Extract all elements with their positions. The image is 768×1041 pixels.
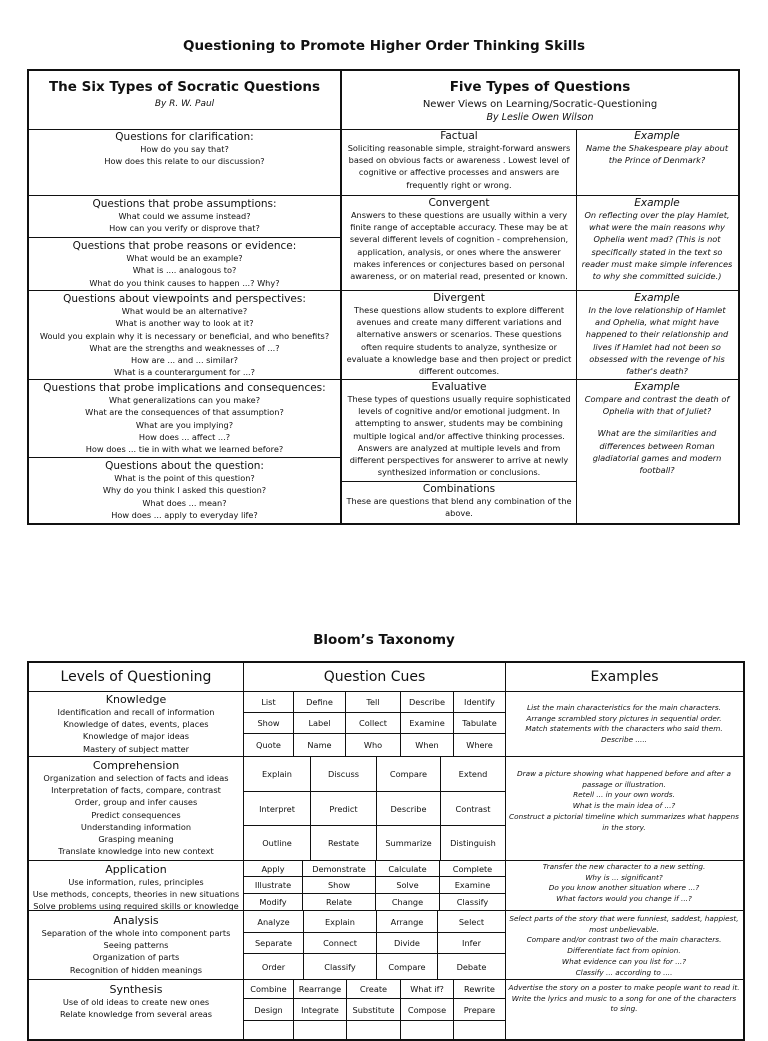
header-question-cues: Question Cues bbox=[323, 669, 426, 685]
question-type-description: These types of questions usually require sophisticated levels of cognitive and/or emotional judgment. In attempting to answer, students may be combining multiple logical and/or affective thinking processes. Answers are analyzed at multiple levels and from different perspectives for answerer to arrive at newly synthesized information or conclusions. bbox=[347, 394, 571, 478]
level-description: Recognition of hidden meanings bbox=[69, 964, 203, 975]
level-description: Interpretation of facts, compare, contrast bbox=[51, 785, 221, 796]
level-application bbox=[29, 862, 243, 910]
question-type-factual bbox=[342, 129, 576, 195]
socratic-question: What are you implying? bbox=[135, 419, 234, 430]
cue-cell: Examine bbox=[454, 880, 491, 890]
level-description: Predict consequences bbox=[91, 809, 181, 820]
example-label: Example bbox=[634, 292, 680, 304]
level-analysis bbox=[29, 913, 243, 979]
page-title: Questioning to Promote Higher Order Thinking Skills bbox=[182, 38, 586, 54]
socratic-group-title: Questions that probe reasons or evidence: bbox=[72, 240, 297, 252]
examples-analysis bbox=[507, 914, 741, 978]
cue-cell: Collect bbox=[358, 718, 388, 728]
level-description: Order, group and infer causes bbox=[74, 797, 198, 808]
level-synthesis bbox=[29, 982, 243, 1039]
level-description: Use information, rules, principles bbox=[68, 877, 204, 887]
example-line: Transfer the new character to a new setting. bbox=[542, 862, 706, 871]
cue-cell: Restate bbox=[327, 838, 360, 848]
example-line: Select parts of the story that were funniest, saddest, happiest, most unbelievable. bbox=[509, 914, 739, 934]
socratic-question: What are the strengths and weaknesses of ...? bbox=[89, 342, 280, 353]
example-line: Why is ... significant? bbox=[585, 872, 663, 882]
socratic-question: What could we assume instead? bbox=[118, 211, 251, 221]
cue-cell: Design bbox=[254, 1004, 283, 1015]
example-line: Retell ... in your own words. bbox=[573, 790, 675, 800]
example-text: Name the Shakespeare play about the Prince of Denmark? bbox=[585, 143, 729, 166]
cue-cell: Substitute bbox=[352, 1004, 395, 1015]
level-description: Seeing patterns bbox=[103, 940, 169, 951]
socratic-group-implications bbox=[29, 380, 340, 457]
cue-cell: Order bbox=[261, 961, 286, 972]
cue-cell: Illustrate bbox=[254, 880, 292, 890]
cue-cell: Connect bbox=[323, 938, 357, 948]
level-description: Organization and selection of facts and ideas bbox=[43, 773, 229, 783]
socratic-group-title: Questions for clarification: bbox=[115, 131, 254, 143]
socratic-group-title: Questions that probe assumptions: bbox=[92, 198, 277, 210]
level-description: Use of old ideas to create new ones bbox=[62, 997, 210, 1007]
cue-cell: Define bbox=[306, 697, 333, 707]
cue-cell: Rewrite bbox=[464, 984, 495, 994]
cue-cell: Examine bbox=[409, 718, 445, 728]
socratic-question: What do you think causes to happen ...? Why? bbox=[89, 277, 280, 288]
cue-cell: Infer bbox=[462, 938, 481, 948]
cue-cell: Relate bbox=[326, 897, 352, 907]
question-type-description: Soliciting reasonable simple, straight-forward answers based on obvious facts or awareness . Lowest level of cognitive or affective processes and answers are frequently right or wrong. bbox=[347, 143, 571, 190]
cue-cell: Show bbox=[327, 880, 351, 890]
cue-cell: Divide bbox=[394, 938, 420, 948]
header-levels: Levels of Questioning bbox=[60, 669, 212, 685]
cue-cell: Prepare bbox=[463, 1004, 496, 1015]
socratic-question: Would you explain why it is necessary or beneficial, and who benefits? bbox=[39, 330, 330, 341]
example-label: Example bbox=[634, 197, 680, 209]
cue-cell: Rearrange bbox=[298, 984, 342, 994]
question-type-divergent bbox=[342, 291, 576, 379]
example-text: On reflecting over the play Hamlet, what were the main reasons why Ophelia went mad? (This is not specifically stated in the text so reader must make simple inferences to why she committed suicide.) bbox=[581, 210, 733, 282]
cue-cell: Combine bbox=[250, 984, 287, 994]
cue-cell: Separate bbox=[254, 938, 293, 948]
cue-cell: Summarize bbox=[385, 838, 432, 848]
level-title: Analysis bbox=[113, 914, 159, 927]
cue-cell: Identify bbox=[464, 697, 495, 707]
cue-cell: Interpret bbox=[259, 803, 295, 814]
cue-cell: Debate bbox=[456, 961, 487, 972]
socratic-question: What would be an example? bbox=[126, 253, 243, 263]
example-divergent bbox=[578, 291, 736, 379]
example-line: Compare and/or contrast two of the main characters. bbox=[526, 935, 722, 945]
cue-cell: Change bbox=[391, 897, 424, 907]
question-type-evaluative bbox=[342, 380, 576, 481]
examples-knowledge bbox=[507, 703, 741, 746]
cue-cell: Apply bbox=[261, 863, 285, 874]
bloom-taxonomy-table bbox=[27, 661, 745, 1041]
cue-cell: Extend bbox=[458, 769, 488, 779]
five-types-header-title: Five Types of Questions bbox=[449, 79, 631, 95]
level-description: Knowledge of major ideas bbox=[82, 731, 190, 742]
socratic-group-clarification bbox=[29, 129, 340, 195]
example-convergent bbox=[578, 196, 736, 290]
cue-cell: Compose bbox=[407, 1004, 447, 1015]
cue-cell: Explain bbox=[325, 916, 355, 927]
cue-cell: Describe bbox=[390, 803, 427, 814]
example-text: In the love relationship of Hamlet and Ophelia, what might have happened to their relationship and lives if Hamlet had not been so obsessed with the revenge of his father's death? bbox=[585, 305, 729, 377]
level-title: Comprehension bbox=[92, 759, 180, 772]
examples-synthesis bbox=[507, 983, 741, 1015]
question-type-title: Convergent bbox=[428, 197, 490, 209]
examples-application bbox=[507, 862, 741, 905]
socratic-group-reasons bbox=[29, 238, 340, 290]
socratic-question: What are the consequences of that assumption? bbox=[85, 407, 284, 418]
cue-cell: Tell bbox=[366, 697, 380, 707]
level-description: Organization of parts bbox=[92, 952, 180, 963]
level-knowledge bbox=[29, 692, 243, 756]
cue-cell: Compare bbox=[388, 961, 426, 972]
level-title: Application bbox=[105, 863, 167, 876]
question-type-title: Divergent bbox=[433, 292, 485, 304]
question-type-title: Evaluative bbox=[431, 381, 487, 393]
socratic-question: How are ... and ... similar? bbox=[131, 355, 238, 366]
cue-cell: Label bbox=[308, 718, 331, 728]
example-line: List the main characteristics for the main characters. bbox=[527, 703, 721, 712]
socratic-question: How does this relate to our discussion? bbox=[104, 156, 265, 167]
cue-cell: Distinguish bbox=[450, 838, 496, 848]
level-description: Knowledge of dates, events, places bbox=[63, 719, 209, 730]
cue-cell: Compare bbox=[389, 769, 428, 779]
five-types-header bbox=[342, 71, 738, 129]
example-line: Do you know another situation where ...? bbox=[548, 883, 700, 893]
socratic-question: How does ... affect ...? bbox=[138, 431, 231, 442]
socratic-header-author: By R. W. Paul bbox=[154, 99, 215, 109]
cue-cell: Integrate bbox=[301, 1004, 339, 1015]
cue-cell: Contrast bbox=[455, 803, 491, 814]
socratic-question: What is the point of this question? bbox=[114, 473, 255, 483]
cue-cell: Modify bbox=[259, 897, 287, 907]
example-line: Arrange scrambled story pictures in sequential order. bbox=[526, 713, 722, 723]
cue-cell: Solve bbox=[396, 880, 419, 890]
question-type-convergent bbox=[342, 196, 576, 290]
socratic-question: How can you verify or disprove that? bbox=[109, 223, 260, 234]
socratic-question: What is .... analogous to? bbox=[132, 265, 237, 276]
example-line: Draw a picture showing what happened before and after a passage or illustration. bbox=[517, 769, 731, 789]
cue-cell: Show bbox=[257, 718, 280, 728]
example-label: Example bbox=[634, 381, 680, 393]
header-examples: Examples bbox=[590, 669, 659, 685]
cue-cell: Analyze bbox=[257, 916, 290, 927]
socratic-header bbox=[29, 71, 340, 129]
five-types-header-author: By Leslie Owen Wilson bbox=[486, 112, 594, 123]
level-description: Identification and recall of information bbox=[57, 707, 215, 717]
question-type-description: Answers to these questions are usually within a very finite range of acceptable accuracy. These may be at several different levels of cognition - comprehension, application, analysis, or ones where the answerer makes inferences or conjectures based on personal awareness, or on material read, presented or known. bbox=[349, 210, 569, 282]
cue-cell: Arrange bbox=[390, 916, 424, 927]
level-description: Use methods, concepts, theories in new situations bbox=[32, 889, 240, 900]
cue-cell: Predict bbox=[329, 803, 358, 814]
socratic-group-title: Questions that probe implications and consequences: bbox=[43, 382, 326, 394]
level-description: Separation of the whole into component parts bbox=[41, 928, 231, 938]
socratic-question: How does ... tie in with what we learned before? bbox=[85, 444, 284, 455]
socratic-questions-table bbox=[27, 69, 740, 525]
cue-cell: Demonstrate bbox=[312, 863, 366, 874]
example-line: Describe ..... bbox=[601, 735, 647, 745]
level-comprehension bbox=[29, 758, 243, 860]
socratic-question: What generalizations can you make? bbox=[108, 395, 261, 405]
level-description: Translate knowledge into new context bbox=[58, 846, 214, 857]
socratic-question: Why do you think I asked this question? bbox=[102, 485, 267, 496]
socratic-question: How do you say that? bbox=[140, 144, 229, 154]
socratic-header-title: The Six Types of Socratic Questions bbox=[48, 79, 321, 95]
example-line: Match statements with the characters who said them. bbox=[525, 724, 723, 734]
example-line: Differentiate fact from opinion. bbox=[567, 946, 681, 956]
socratic-group-assumptions bbox=[29, 196, 340, 237]
cue-cell: Calculate bbox=[388, 863, 427, 874]
example-text: Compare and contrast the death of Ophelia with that of Juliet? bbox=[584, 394, 730, 417]
cue-cell: Name bbox=[307, 740, 332, 750]
level-description: Mastery of subject matter bbox=[83, 743, 189, 754]
example-line: Classify ... according to .... bbox=[575, 967, 673, 977]
cue-cell: Describe bbox=[409, 697, 445, 707]
cue-cell: Complete bbox=[452, 863, 493, 874]
level-description: Solve problems using required skills or knowledge bbox=[33, 901, 239, 912]
level-title: Knowledge bbox=[105, 693, 167, 706]
question-type-title: Factual bbox=[440, 130, 478, 142]
example-factual bbox=[578, 129, 736, 195]
cue-cell: What if? bbox=[410, 984, 444, 994]
example-line: Write the lyrics and music to a song for one of the characters to sing. bbox=[511, 993, 737, 1014]
level-description: Understanding information bbox=[80, 821, 192, 832]
socratic-question: What is another way to look at it? bbox=[115, 318, 254, 329]
question-type-description: These questions allow students to explore different avenues and create many different variations and alternative answers or scenarios. These questions often require students to analyze, synthesize or evaluate a knowledge base and then project or predict different outcomes. bbox=[346, 305, 572, 377]
socratic-group-title: Questions about viewpoints and perspectives: bbox=[63, 293, 306, 305]
socratic-group-title: Questions about the question: bbox=[105, 460, 264, 472]
example-line: Construct a pictorial timeline which summarizes what happens in the story. bbox=[509, 811, 739, 832]
socratic-group-viewpoints bbox=[29, 291, 340, 379]
cue-cell: Outline bbox=[262, 838, 292, 848]
question-type-description: These are questions that blend any combination of the above. bbox=[346, 496, 572, 519]
cue-cell: List bbox=[261, 697, 276, 707]
cue-cell: Create bbox=[359, 984, 388, 994]
five-types-header-subtitle: Newer Views on Learning/Socratic-Questioning bbox=[422, 99, 658, 110]
cue-cell: When bbox=[415, 740, 439, 750]
level-description: Grasping meaning bbox=[98, 834, 174, 845]
example-line: What evidence can you list for ...? bbox=[561, 956, 687, 966]
socratic-question: What does ... mean? bbox=[142, 497, 227, 508]
cue-cell: Classify bbox=[324, 961, 356, 972]
socratic-question: What is a counterargument for ...? bbox=[113, 367, 256, 378]
cue-cell: Select bbox=[458, 916, 485, 927]
cue-cell: Who bbox=[363, 740, 383, 750]
examples-comprehension bbox=[507, 769, 741, 833]
example-line: What is the main idea of ...? bbox=[572, 801, 676, 811]
cue-cell: Explain bbox=[262, 769, 292, 779]
level-title: Synthesis bbox=[109, 983, 163, 996]
example-evaluative bbox=[578, 380, 736, 523]
socratic-question: What would be an alternative? bbox=[121, 306, 248, 316]
cue-cell: Tabulate bbox=[462, 718, 497, 728]
socratic-group-question bbox=[29, 458, 340, 523]
cue-cell: Classify bbox=[456, 897, 489, 907]
level-description: Relate knowledge from several areas bbox=[59, 1009, 213, 1020]
cue-cell: Discuss bbox=[327, 769, 360, 779]
example-label: Example bbox=[634, 130, 680, 142]
question-type-combinations bbox=[342, 482, 576, 523]
example-line: What factors would you change if ...? bbox=[556, 894, 692, 904]
cue-cell: Where bbox=[466, 740, 493, 750]
example-line: Advertise the story on a poster to make people want to read it. bbox=[508, 983, 740, 992]
socratic-question: How does ... apply to everyday life? bbox=[111, 509, 258, 520]
example-text: What are the similarities and differences between Roman gladiatorial games and modern football? bbox=[592, 428, 722, 476]
cue-cell: Quote bbox=[256, 740, 281, 750]
question-type-title: Combinations bbox=[422, 483, 496, 495]
bloom-title: Bloom’s Taxonomy bbox=[313, 632, 455, 648]
